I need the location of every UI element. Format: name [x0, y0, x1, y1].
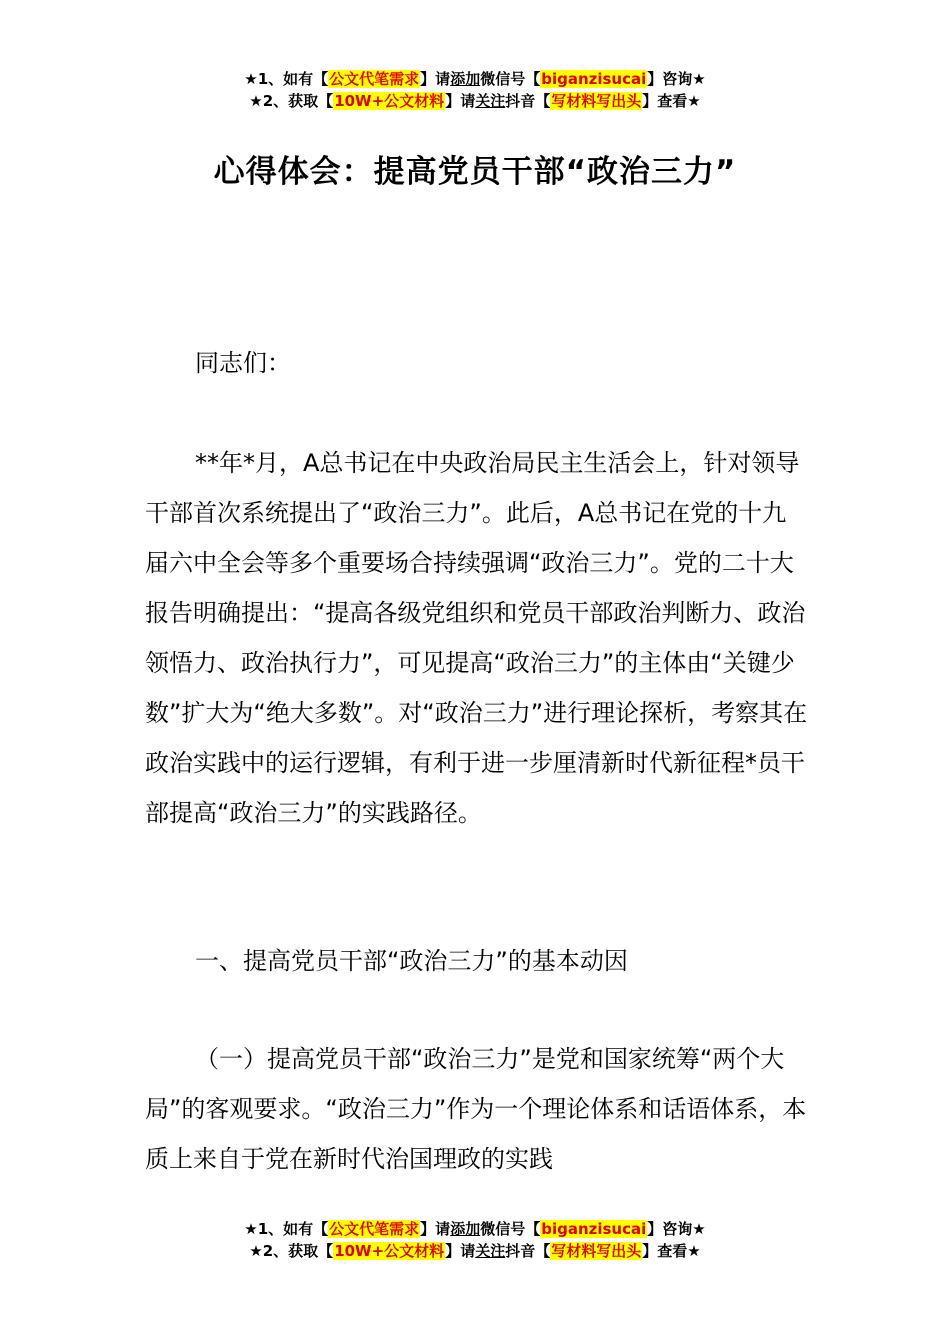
- salutation: 同志们：: [195, 349, 291, 377]
- banner-line-2: [0, 90, 950, 112]
- banner-text: 】请: [445, 1242, 476, 1260]
- banner-text: 抖音【: [505, 92, 551, 110]
- banner-underline: 关注: [475, 92, 506, 110]
- banner-highlight: 10W+公文材料: [334, 92, 445, 110]
- paragraph-2: （一）提高党员干部“政治三力”是党和国家统筹“两个大局”的客观要求。“政治三力”作为一个理论体系和话语体系，本质上来自于党在新时代治国理政的实践: [145, 1045, 807, 1173]
- banner-text: 】请: [420, 70, 451, 88]
- banner-text: ★2、获取【: [249, 1242, 334, 1260]
- banner-highlight: biganzisucai: [541, 1220, 647, 1238]
- banner-highlight: 写材料写出头: [551, 92, 642, 110]
- banner-highlight: biganzisucai: [541, 70, 647, 88]
- banner-text: 】咨询★: [647, 70, 706, 88]
- banner-highlight: 公文代笔需求: [329, 1220, 420, 1238]
- banner-highlight: 公文代笔需求: [329, 70, 420, 88]
- banner-line-1: [0, 1218, 950, 1240]
- banner-underline: 添加: [450, 1220, 481, 1238]
- footer-banner: [0, 1218, 950, 1262]
- paragraph-1: **年*月，A总书记在中央政治局民主生活会上，针对领导干部首次系统提出了“政治三力”。此后，A总书记在党的十九届六中全会等多个重要场合持续强调“政治三力”。党的二十大报告明确提出：“提高各级党组织和党员干部政治判断力、政治领悟力、政治执行力”，可见提高“政治三力”的主体由“关键少数”扩大为“绝大多数”。对“政治三力”进行理论探析，考察其在政治实践中的运行逻辑，有利于进一步厘清新时代新征程*员干部提高“政治三力”的实践路径。: [145, 449, 808, 827]
- banner-highlight: 写材料写出头: [551, 1242, 642, 1260]
- banner-underline: 添加: [450, 70, 481, 88]
- banner-text: 微信号【: [480, 70, 541, 88]
- section-heading-1: 一、提高党员干部“政治三力”的基本动因: [195, 947, 628, 975]
- banner-text: ★1、如有【: [244, 70, 329, 88]
- banner-text: 】请: [445, 92, 476, 110]
- banner-text: 】查看★: [642, 1242, 701, 1260]
- banner-text: ★1、如有【: [244, 1220, 329, 1238]
- document-title: 心得体会：提高党员干部“政治三力”: [213, 154, 737, 190]
- banner-line-2: [0, 1240, 950, 1262]
- banner-highlight: 10W+公文材料: [334, 1242, 445, 1260]
- banner-underline: 关注: [475, 1242, 506, 1260]
- banner-text: ★2、获取【: [249, 92, 334, 110]
- banner-text: 】咨询★: [647, 1220, 706, 1238]
- banner-text: 】查看★: [642, 92, 701, 110]
- banner-line-1: [0, 68, 950, 90]
- banner-text: 微信号【: [480, 1220, 541, 1238]
- banner-text: 】请: [420, 1220, 451, 1238]
- banner-text: 抖音【: [505, 1242, 551, 1260]
- header-banner: [0, 68, 950, 112]
